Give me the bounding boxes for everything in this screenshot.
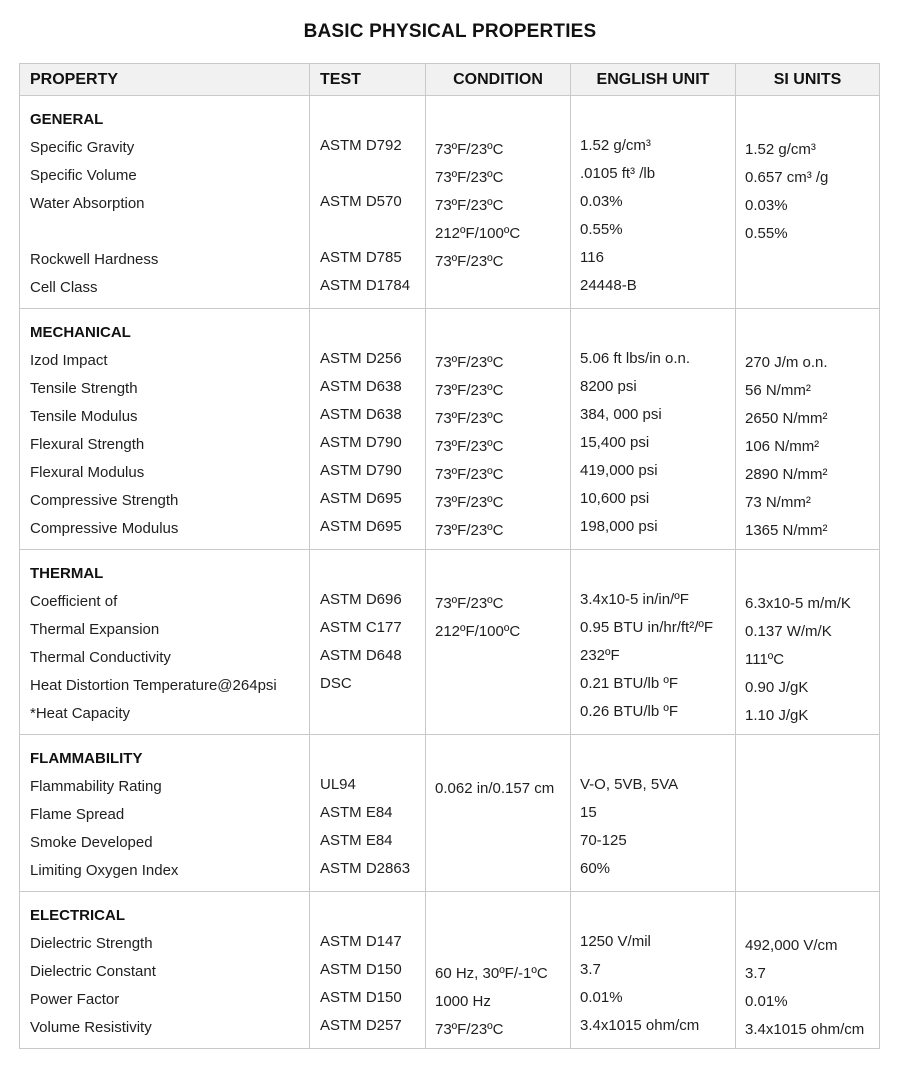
si-unit-cell [745, 859, 879, 887]
section-heading: GENERAL [30, 111, 104, 128]
property-cell: Specific Gravity [30, 139, 135, 156]
si-unit-cell: 6.3x10-5 m/m/K [745, 595, 851, 612]
condition-column [426, 892, 571, 1048]
condition-cell [435, 276, 570, 304]
section-general [20, 96, 879, 309]
condition-column [426, 550, 571, 734]
test-column [310, 550, 426, 734]
section-heading-spacer [580, 745, 735, 773]
english-unit-cell: V-O, 5VB, 5VA [580, 776, 679, 793]
english-unit-cell: 0.26 BTU/lb ºF [580, 703, 679, 720]
english-column [571, 735, 736, 891]
test-column [310, 309, 426, 549]
test-cell [320, 160, 425, 188]
si-column [736, 892, 879, 1048]
test-cell: ASTM D695 [320, 518, 402, 535]
section-heading-spacer [745, 560, 879, 588]
condition-cell [435, 932, 570, 960]
test-cell: ASTM D150 [320, 989, 402, 1006]
header-condition: CONDITION [426, 64, 571, 95]
english-unit-cell: 3.4x10-5 in/in/ºF [580, 591, 689, 608]
test-cell: ASTM D695 [320, 490, 402, 507]
condition-cell [435, 702, 570, 730]
si-unit-cell: 3.7 [745, 965, 766, 982]
property-column [20, 309, 310, 549]
section-heading-spacer [580, 902, 735, 930]
si-unit-cell [745, 831, 879, 859]
test-cell: ASTM D1784 [320, 277, 411, 294]
test-cell: ASTM E84 [320, 804, 393, 821]
test-cell: ASTM D147 [320, 933, 402, 950]
english-column [571, 550, 736, 734]
test-cell: ASTM D256 [320, 350, 402, 367]
condition-cell: 73ºF/23ºC [435, 522, 504, 539]
test-cell: UL94 [320, 776, 356, 793]
si-unit-cell: 0.55% [745, 225, 788, 242]
property-column [20, 892, 310, 1048]
english-unit-cell: 15,400 psi [580, 434, 650, 451]
property-cell: Dielectric Constant [30, 963, 156, 980]
english-column [571, 892, 736, 1048]
test-cell: ASTM D696 [320, 591, 402, 608]
english-unit-cell: 1.52 g/cm³ [580, 137, 651, 154]
section-heading-spacer [320, 106, 425, 134]
property-column [20, 735, 310, 891]
section-heading-spacer [580, 106, 735, 134]
english-column [571, 96, 736, 308]
condition-cell [435, 646, 570, 674]
header-property: PROPERTY [20, 64, 310, 95]
test-cell: ASTM D257 [320, 1017, 402, 1034]
header-test: TEST [310, 64, 426, 95]
condition-cell: 73ºF/23ºC [435, 382, 504, 399]
si-unit-cell: 0.137 W/m/K [745, 623, 832, 640]
english-unit-cell: 24448-B [580, 277, 637, 294]
header-english-unit: ENGLISH UNIT [571, 64, 736, 95]
property-cell: Smoke Developed [30, 834, 153, 851]
section-heading-spacer [745, 319, 879, 347]
english-unit-cell: 70-125 [580, 832, 627, 849]
si-unit-cell: 111ºC [745, 651, 785, 668]
si-unit-cell: 0.01% [745, 993, 788, 1010]
section-heading-spacer [745, 745, 879, 773]
si-unit-cell: 73 N/mm² [745, 494, 811, 511]
english-unit-cell: 419,000 psi [580, 462, 658, 479]
si-unit-cell [745, 775, 879, 803]
english-column [571, 309, 736, 549]
si-unit-cell: 0.657 cm³ /g [745, 169, 829, 186]
section-heading: THERMAL [30, 565, 104, 582]
si-column [736, 309, 879, 549]
test-cell: ASTM D790 [320, 462, 402, 479]
property-cell: Dielectric Strength [30, 935, 153, 952]
condition-cell: 73ºF/23ºC [435, 253, 504, 270]
test-cell: ASTM D792 [320, 137, 402, 154]
section-heading: MECHANICAL [30, 324, 131, 341]
property-cell: Heat Distortion Temperature@264psi [30, 677, 277, 694]
section-heading-spacer [435, 902, 570, 930]
si-unit-cell: 1365 N/mm² [745, 522, 828, 539]
test-cell: DSC [320, 675, 352, 692]
property-cell: Compressive Strength [30, 492, 179, 509]
english-unit-cell: 198,000 psi [580, 518, 658, 535]
test-column [310, 96, 426, 308]
condition-cell: 73ºF/23ºC [435, 595, 504, 612]
test-cell: ASTM E84 [320, 832, 393, 849]
property-cell: Flexural Strength [30, 436, 145, 453]
si-unit-cell: 1.52 g/cm³ [745, 141, 816, 158]
condition-cell: 73ºF/23ºC [435, 410, 504, 427]
property-cell: Thermal Expansion [30, 621, 160, 638]
section-mechanical [20, 309, 879, 550]
english-unit-cell: 0.95 BTU in/hr/ft²/ºF [580, 619, 714, 636]
page-title: BASIC PHYSICAL PROPERTIES [303, 21, 597, 42]
si-unit-cell: 2650 N/mm² [745, 410, 828, 427]
condition-cell: 212ºF/100ºC [435, 623, 521, 640]
section-heading: FLAMMABILITY [30, 750, 143, 767]
property-cell: Specific Volume [30, 167, 137, 184]
english-unit-cell: 384, 000 psi [580, 406, 662, 423]
si-unit-cell: 56 N/mm² [745, 382, 811, 399]
english-unit-cell: 232ºF [580, 647, 620, 664]
english-unit-cell: 8200 psi [580, 378, 637, 395]
english-unit-cell: 116 [580, 249, 604, 266]
property-cell: Volume Resistivity [30, 1019, 152, 1036]
section-heading-spacer [580, 560, 735, 588]
english-unit-cell: 3.4x1015 ohm/cm [580, 1017, 700, 1034]
english-unit-cell: 60% [580, 860, 611, 877]
section-heading-spacer [320, 745, 425, 773]
property-cell: Flexural Modulus [30, 464, 145, 481]
condition-cell: 73ºF/23ºC [435, 494, 504, 511]
si-unit-cell: 0.03% [745, 197, 788, 214]
condition-cell [435, 674, 570, 702]
condition-column [426, 309, 571, 549]
condition-cell [435, 831, 570, 859]
section-heading: ELECTRICAL [30, 907, 125, 924]
si-unit-cell [745, 248, 879, 276]
section-thermal [20, 550, 879, 735]
property-cell: Izod Impact [30, 352, 108, 369]
condition-column [426, 96, 571, 308]
test-cell: ASTM D570 [320, 193, 402, 210]
test-cell: ASTM D2863 [320, 860, 411, 877]
si-unit-cell: 106 N/mm² [745, 438, 820, 455]
property-cell: Flame Spread [30, 806, 125, 823]
condition-cell: 73ºF/23ºC [435, 466, 504, 483]
property-cell: Power Factor [30, 991, 120, 1008]
table-body [20, 96, 879, 1048]
english-unit-cell: 15 [580, 804, 597, 821]
property-cell: Thermal Conductivity [30, 649, 171, 666]
section-heading-spacer [320, 560, 425, 588]
property-cell: Flammability Rating [30, 778, 162, 795]
condition-cell [435, 803, 570, 831]
section-electrical [20, 892, 879, 1048]
section-heading-spacer [435, 106, 570, 134]
condition-cell: 0.062 in/0.157 cm [435, 780, 555, 797]
test-cell: ASTM D638 [320, 378, 402, 395]
si-unit-cell: 492,000 V/cm [745, 937, 838, 954]
si-unit-cell: 2890 N/mm² [745, 466, 828, 483]
property-cell [30, 218, 309, 246]
test-cell: ASTM D638 [320, 406, 402, 423]
condition-cell: 73ºF/23ºC [435, 197, 504, 214]
property-cell: Water Absorption [30, 195, 145, 212]
condition-cell: 60 Hz, 30ºF/-1ºC [435, 965, 548, 982]
english-unit-cell: 0.21 BTU/lb ºF [580, 675, 679, 692]
section-heading-spacer [745, 106, 879, 134]
test-cell: ASTM D790 [320, 434, 402, 451]
condition-column [426, 735, 571, 891]
english-unit-cell: 0.03% [580, 193, 623, 210]
si-unit-cell [745, 803, 879, 831]
test-cell: ASTM D785 [320, 249, 402, 266]
property-cell: Coefficient of [30, 593, 118, 610]
si-unit-cell: 0.90 J/gK [745, 679, 809, 696]
condition-cell [435, 859, 570, 887]
header-si-units: SI UNITS [773, 71, 842, 88]
property-cell: Compressive Modulus [30, 520, 179, 537]
english-unit-cell: .0105 ft³ /lb [580, 165, 656, 182]
section-heading-spacer [435, 745, 570, 773]
test-cell: ASTM D648 [320, 647, 402, 664]
test-cell [320, 698, 425, 726]
english-unit-cell: 10,600 psi [580, 490, 650, 507]
section-heading-spacer [435, 319, 570, 347]
si-unit-cell: 1.10 J/gK [745, 707, 809, 724]
si-column [736, 550, 879, 734]
property-cell: Limiting Oxygen Index [30, 862, 179, 879]
test-cell: ASTM C177 [320, 619, 402, 636]
si-column [736, 96, 879, 308]
test-cell: ASTM D150 [320, 961, 402, 978]
english-unit-cell: 5.06 ft lbs/in o.n. [580, 350, 691, 367]
properties-table [19, 63, 880, 1049]
test-cell [320, 216, 425, 244]
section-heading-spacer [320, 902, 425, 930]
property-cell: Rockwell Hardness [30, 251, 159, 268]
section-heading-spacer [435, 560, 570, 588]
condition-cell: 73ºF/23ºC [435, 141, 504, 158]
si-unit-cell [745, 276, 879, 304]
si-unit-cell: 3.4x1015 ohm/cm [745, 1021, 865, 1038]
english-unit-cell: 0.01% [580, 989, 623, 1006]
condition-cell: 212ºF/100ºC [435, 225, 521, 242]
condition-cell: 73ºF/23ºC [435, 1021, 504, 1038]
section-heading-spacer [580, 319, 735, 347]
table-header-row [20, 64, 879, 96]
condition-cell: 73ºF/23ºC [435, 354, 504, 371]
test-column [310, 892, 426, 1048]
si-column [736, 735, 879, 891]
si-unit-cell: 270 J/m o.n. [745, 354, 828, 371]
section-flammability [20, 735, 879, 892]
english-unit-cell: 0.55% [580, 221, 623, 238]
property-column [20, 550, 310, 734]
property-cell: *Heat Capacity [30, 705, 131, 722]
english-unit-cell: 3.7 [580, 961, 601, 978]
condition-cell: 1000 Hz [435, 993, 491, 1010]
property-cell: Cell Class [30, 279, 98, 296]
section-heading-spacer [745, 902, 879, 930]
property-cell: Tensile Strength [30, 380, 138, 397]
condition-cell: 73ºF/23ºC [435, 438, 504, 455]
english-unit-cell: 1250 V/mil [580, 933, 651, 950]
property-column [20, 96, 310, 308]
condition-cell: 73ºF/23ºC [435, 169, 504, 186]
property-cell: Tensile Modulus [30, 408, 138, 425]
test-column [310, 735, 426, 891]
section-heading-spacer [320, 319, 425, 347]
